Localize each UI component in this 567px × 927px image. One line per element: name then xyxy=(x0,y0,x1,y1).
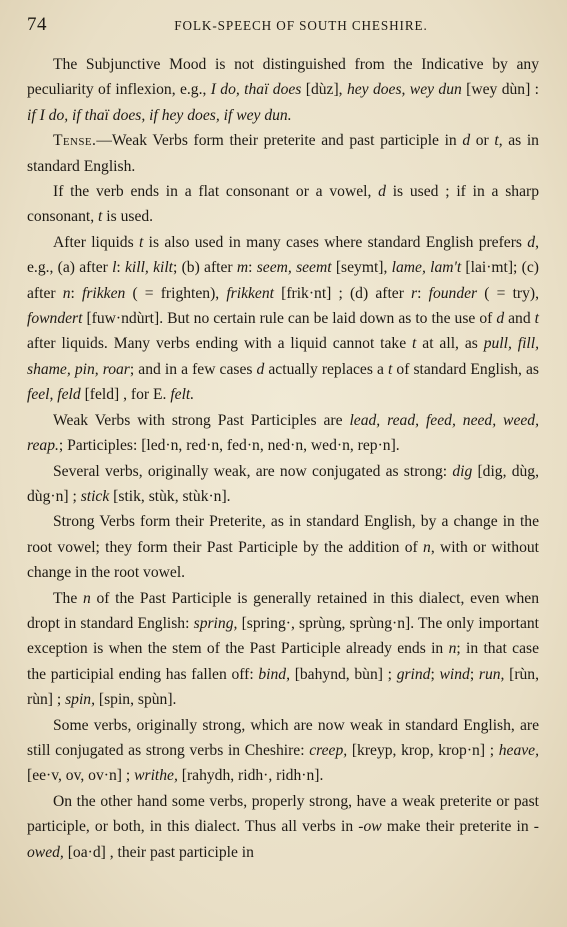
italic-term: n xyxy=(82,589,91,607)
italic-term: lead, read, feed, need, weed, reap. xyxy=(27,411,539,455)
italic-term: creep, xyxy=(309,741,348,759)
text-run: [bahynd, bùn] ; xyxy=(290,665,397,683)
paragraph xyxy=(27,789,539,865)
italic-term: writhe, xyxy=(134,767,178,785)
text-run: at all, as xyxy=(416,335,484,353)
italic-term: d xyxy=(256,360,265,378)
italic-term: d xyxy=(496,310,505,328)
italic-term: d xyxy=(462,132,471,150)
text-run: The xyxy=(53,589,83,607)
body-text xyxy=(27,52,539,865)
italic-term: t xyxy=(138,233,144,251)
italic-term: n xyxy=(62,284,71,302)
italic-term: t xyxy=(494,132,499,150)
text-run: ; xyxy=(430,665,440,683)
text-run: ; xyxy=(469,665,479,683)
italic-term: feel, feld xyxy=(27,386,81,404)
italic-term: if I do, if thaï does, if hey does, if wey dun. xyxy=(27,106,292,124)
text-run: ( = try), xyxy=(477,284,539,302)
italic-term: stick xyxy=(80,487,110,505)
italic-term: n xyxy=(423,538,431,556)
section-label: Tense. xyxy=(53,132,97,150)
italic-term: run, xyxy=(478,665,505,683)
text-run: Weak Verbs with strong Past Participles are xyxy=(53,411,350,429)
text-run: ( = frighten), xyxy=(125,284,227,302)
page-number: 74 xyxy=(27,14,47,35)
italic-term: I do, thaï does xyxy=(210,81,302,99)
paragraph xyxy=(27,230,539,408)
text-run: [lai·mt]; (c) after xyxy=(27,259,539,302)
italic-term: heave, xyxy=(498,741,539,759)
text-run: is used ; if in a sharp consonant, xyxy=(27,183,539,226)
italic-term: frikkent xyxy=(226,284,274,302)
text-run: [fuw·ndùrt]. But no certain rule can be laid down as to the use of xyxy=(82,310,497,328)
text-run: [wey dùn] : xyxy=(461,81,539,99)
italic-term: t xyxy=(387,360,393,378)
text-run: Strong Verbs form their Preterite, as in standard English, by a change in the root vowel; they form their Past Participle by the addition of xyxy=(27,513,539,556)
paragraph xyxy=(27,459,539,510)
text-run: of standard English, as xyxy=(392,360,539,378)
text-run: after liquids. Many verbs ending with a liquid cannot take xyxy=(27,335,413,353)
text-run: After liquids xyxy=(53,233,139,251)
text-run: : xyxy=(70,284,82,302)
italic-term: -owed, xyxy=(27,818,539,861)
text-run: , e.g., (a) after xyxy=(27,233,539,277)
text-run: : xyxy=(248,259,257,277)
text-run: [spin, spùn]. xyxy=(95,691,177,709)
italic-term: d xyxy=(527,233,536,251)
italic-term: d xyxy=(378,183,386,201)
text-run: On the other hand some verbs, properly strong, have a weak preterite or past participle, or both, in this dialect. Thus all verbs in xyxy=(27,792,539,836)
text-run: ; in that case the participial ending has fallen off: xyxy=(27,640,540,683)
text-run: Several verbs, originally weak, are now conjugated as strong: xyxy=(53,462,453,480)
paragraph xyxy=(27,52,539,128)
italic-term: t xyxy=(98,208,103,226)
text-run: The Subjunctive Mood is not distinguished from the Indicative by any peculiarity of inflexion, e.g., xyxy=(27,56,539,99)
italic-term: wind xyxy=(439,665,470,683)
text-run: [dig, dùg, dùg·n] ; xyxy=(27,462,540,505)
italic-term: fowndert xyxy=(27,310,83,328)
italic-term: t xyxy=(534,310,539,328)
italic-term: r xyxy=(411,284,418,302)
text-run: ; (b) after xyxy=(173,259,237,277)
text-run: [rahydh, ridh·, ridh·n]. xyxy=(177,767,324,785)
text-run: is also used in many cases where standard English prefers xyxy=(143,233,528,251)
italic-term: founder xyxy=(428,284,478,302)
italic-term: l xyxy=(112,259,117,277)
text-run: If the verb ends in a flat consonant or a vowel, xyxy=(53,183,379,201)
text-run: : xyxy=(417,284,429,302)
text-run: actually replaces a xyxy=(264,360,388,378)
text-run: [spring·, sprùng, sprùng·n]. The only important exception is when the stem of the Past Participle already ends in xyxy=(27,614,539,658)
paragraph xyxy=(27,586,539,713)
text-run: and xyxy=(504,310,535,328)
italic-term: lame, lam't xyxy=(391,259,462,277)
italic-term: felt. xyxy=(170,386,195,404)
italic-term: m xyxy=(236,259,249,277)
text-run: —Weak Verbs form their preterite and past participle in xyxy=(96,132,463,150)
text-run: : xyxy=(116,259,126,277)
text-run: [dùz], xyxy=(301,81,347,99)
text-run: [oa·d] , their past participle in xyxy=(63,843,254,861)
italic-term: kill, kilt xyxy=(125,259,174,277)
text-run: or xyxy=(470,132,495,150)
text-run: , with or without change in the root vowel. xyxy=(27,538,539,582)
text-run: Some verbs, originally strong, which are now weak in standard English, are still conjugated as strong verbs in Cheshire: xyxy=(27,716,539,759)
italic-term: t xyxy=(412,335,417,353)
paragraph xyxy=(27,179,539,230)
paragraph xyxy=(27,509,539,585)
paragraph xyxy=(27,713,539,789)
italic-term: seem, seemt xyxy=(256,259,332,277)
text-run: [frik·nt] ; (d) after xyxy=(273,284,412,302)
italic-term: pull, fill, shame, pin, roar xyxy=(27,335,539,378)
text-run: [kreyp, krop, krop·n] ; xyxy=(347,741,499,759)
text-run: make their preterite in xyxy=(381,818,534,836)
text-run: [stik, stùk, stùk·n]. xyxy=(109,487,231,505)
running-head xyxy=(27,14,539,44)
text-run: [seymt], xyxy=(331,259,392,277)
running-title: FOLK-SPEECH OF SOUTH CHESHIRE. xyxy=(174,18,428,33)
italic-term: spring, xyxy=(193,614,238,632)
italic-term: hey does, wey dun xyxy=(346,81,462,99)
paragraph xyxy=(27,408,539,459)
text-run: [ee·v, ov, ov·n] ; xyxy=(27,767,135,785)
italic-term: bind, xyxy=(258,665,290,683)
italic-term: frikken xyxy=(82,284,126,302)
text-run: of the Past Participle is generally retained in this dialect, even when dropt in standard English: xyxy=(27,589,539,632)
text-run: [feld] , for E. xyxy=(80,386,171,404)
italic-term: -ow xyxy=(358,818,382,836)
italic-term: n xyxy=(448,640,457,658)
text-run: ; and in a few cases xyxy=(129,360,257,378)
paragraph xyxy=(27,128,539,179)
italic-term: dig xyxy=(452,462,473,480)
italic-term: spin, xyxy=(65,691,96,709)
text-run: , as in standard English. xyxy=(27,132,539,175)
italic-term: grind xyxy=(396,665,431,683)
text-run: [rùn, rùn] ; xyxy=(27,665,540,709)
text-run: is used. xyxy=(102,208,154,226)
text-run: ; Participles: [led·n, red·n, fed·n, ned·n, wed·n, rep·n]. xyxy=(58,437,400,455)
